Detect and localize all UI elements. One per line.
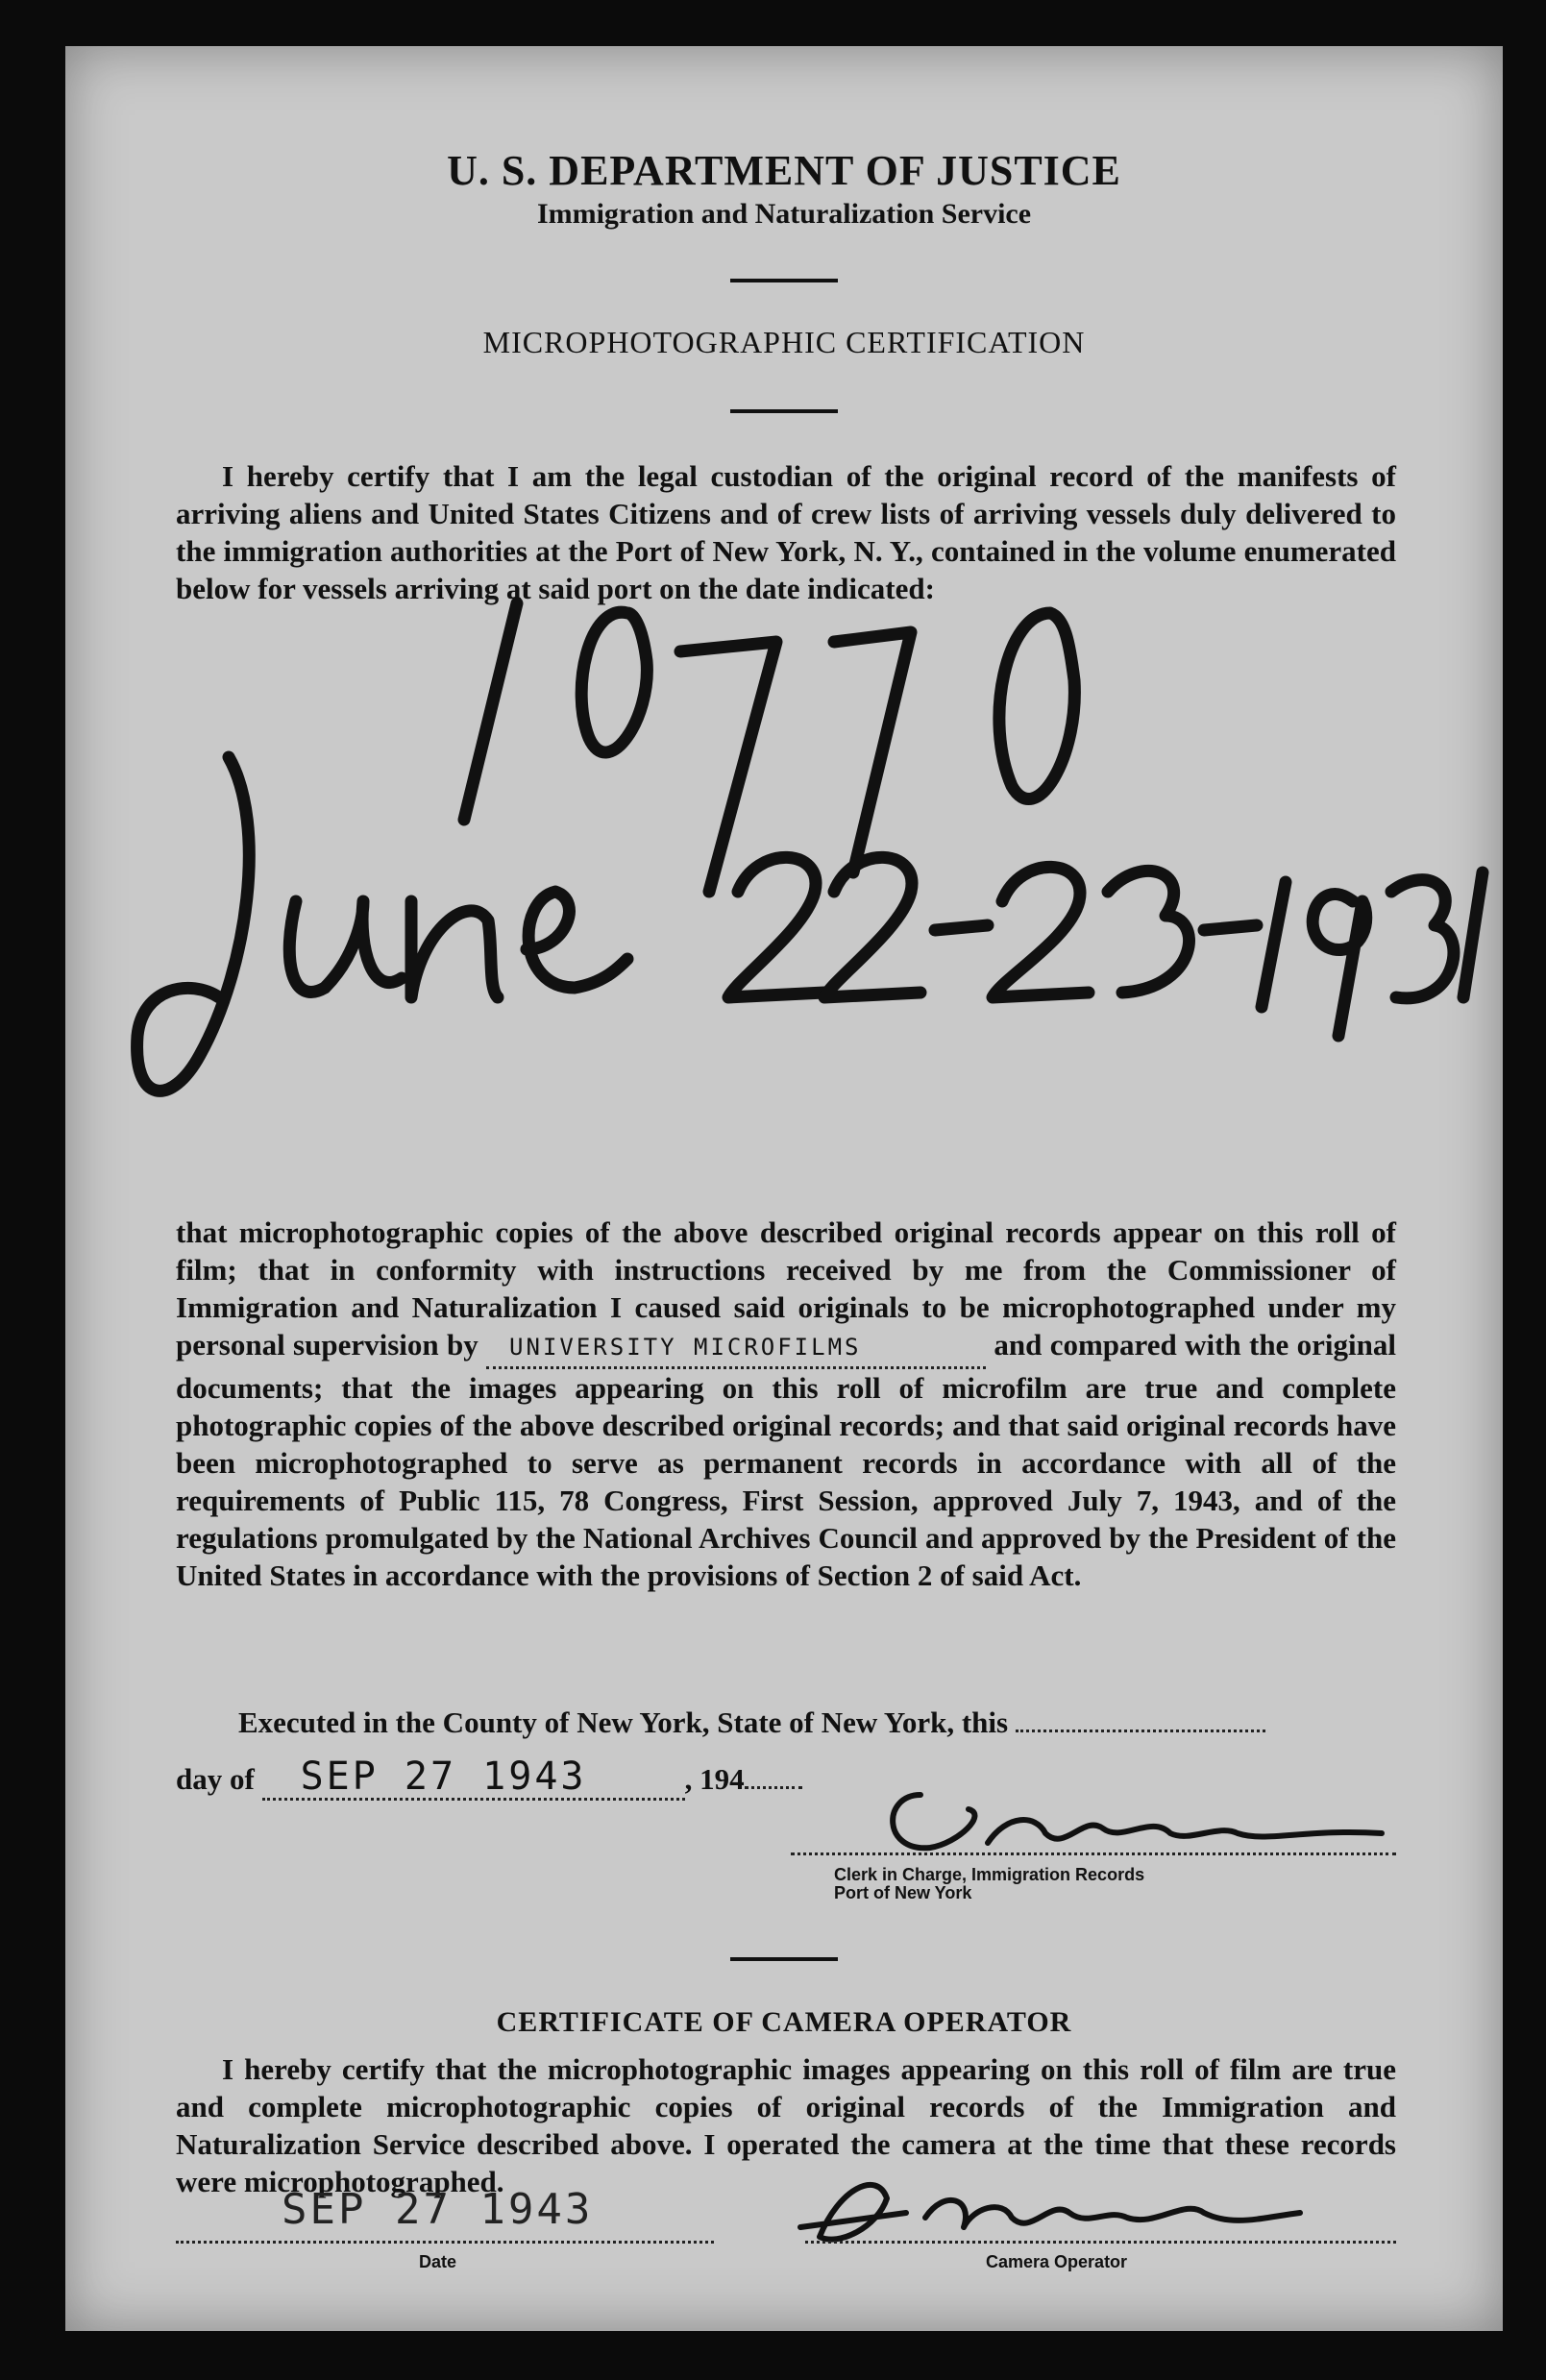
year-field [745, 1786, 802, 1789]
clerk-signature-line [791, 1852, 1396, 1855]
supervisor-stamp: UNIVERSITY MICROFILMS [509, 1334, 862, 1361]
date-signature-line [176, 2241, 714, 2244]
certification-title: MICROPHOTOGRAPHIC CERTIFICATION [482, 325, 1086, 359]
handwritten-date-text [65, 46, 66, 47]
divider [730, 279, 838, 282]
camera-certificate-text: I hereby certify that the microphotographic images appearing on this roll of film are true and complete microphotographic copies of original records of the Immigration and Naturalization Service described above. I operated the camera at the time that these records were microphotographed. [176, 2052, 1396, 2198]
intro-paragraph: I hereby certify that I am the legal custodian of the original record of the manifests of arriving aliens and United States Citizens and of crew lists of arriving vessels duly delivered to the immigration authorities at the Port of New York, N. Y., contained in the volume enumerated below for vessels arriving at said port on the date indicated: [176, 459, 1396, 605]
certificate-page [65, 46, 1503, 2331]
day-of-label: day of [176, 1762, 255, 1796]
date-stamp: SEP 27 1943 [300, 1754, 587, 1799]
handwritten-entry [65, 584, 1503, 1199]
clerk-title: Clerk in Charge, Immigration Records [834, 1865, 1145, 1884]
body-paragraph [176, 1214, 1396, 1594]
date-label: Date [419, 2252, 457, 2271]
divider [730, 1957, 838, 1961]
day-of-field [262, 1754, 685, 1801]
operator-signature-line [805, 2241, 1396, 2244]
divider [730, 409, 838, 413]
year-label: , 194 [684, 1762, 745, 1796]
camera-date-stamp: SEP 27 1943 [282, 2185, 594, 2234]
service-subheading: Immigration and Naturalization Service [536, 198, 1032, 230]
day-of-line [176, 1754, 906, 1801]
supervisor-field [486, 1326, 986, 1369]
executed-line [238, 1704, 1396, 1741]
executed-text: Executed in the County of New York, State of New York, this [238, 1705, 1009, 1739]
camera-certificate-title: CERTIFICATE OF CAMERA OPERATOR [496, 2006, 1072, 2038]
clerk-port: Port of New York [834, 1883, 972, 1902]
body-text-part2: and compared with the original documents; that the images appearing on this roll of microfilm are true and complete photographic copies of the above described original records; and that said original records have been microphotographed to serve as permanent records in accordance with all of the requirements of Public 115, 78 Congress, First Session, approved July 7, 1943, and of the regulations promulgated by the National Archives Council and approved by the President of the United States in accordance with the provisions of Section 2 of said Act. [176, 1328, 1396, 1592]
body-text-part1: that microphotographic copies of the above described original records appear on this roll of film; that in conformity with instructions received by me from the Commissioner of Immigration and Naturalization I caused said originals to be microphotographed under my personal supervision by [176, 1215, 1396, 1362]
department-heading: U. S. DEPARTMENT OF JUSTICE [447, 147, 1121, 194]
executed-day-field [1016, 1730, 1265, 1732]
operator-label: Camera Operator [986, 2252, 1128, 2271]
clerk-signature [844, 1776, 1401, 1862]
